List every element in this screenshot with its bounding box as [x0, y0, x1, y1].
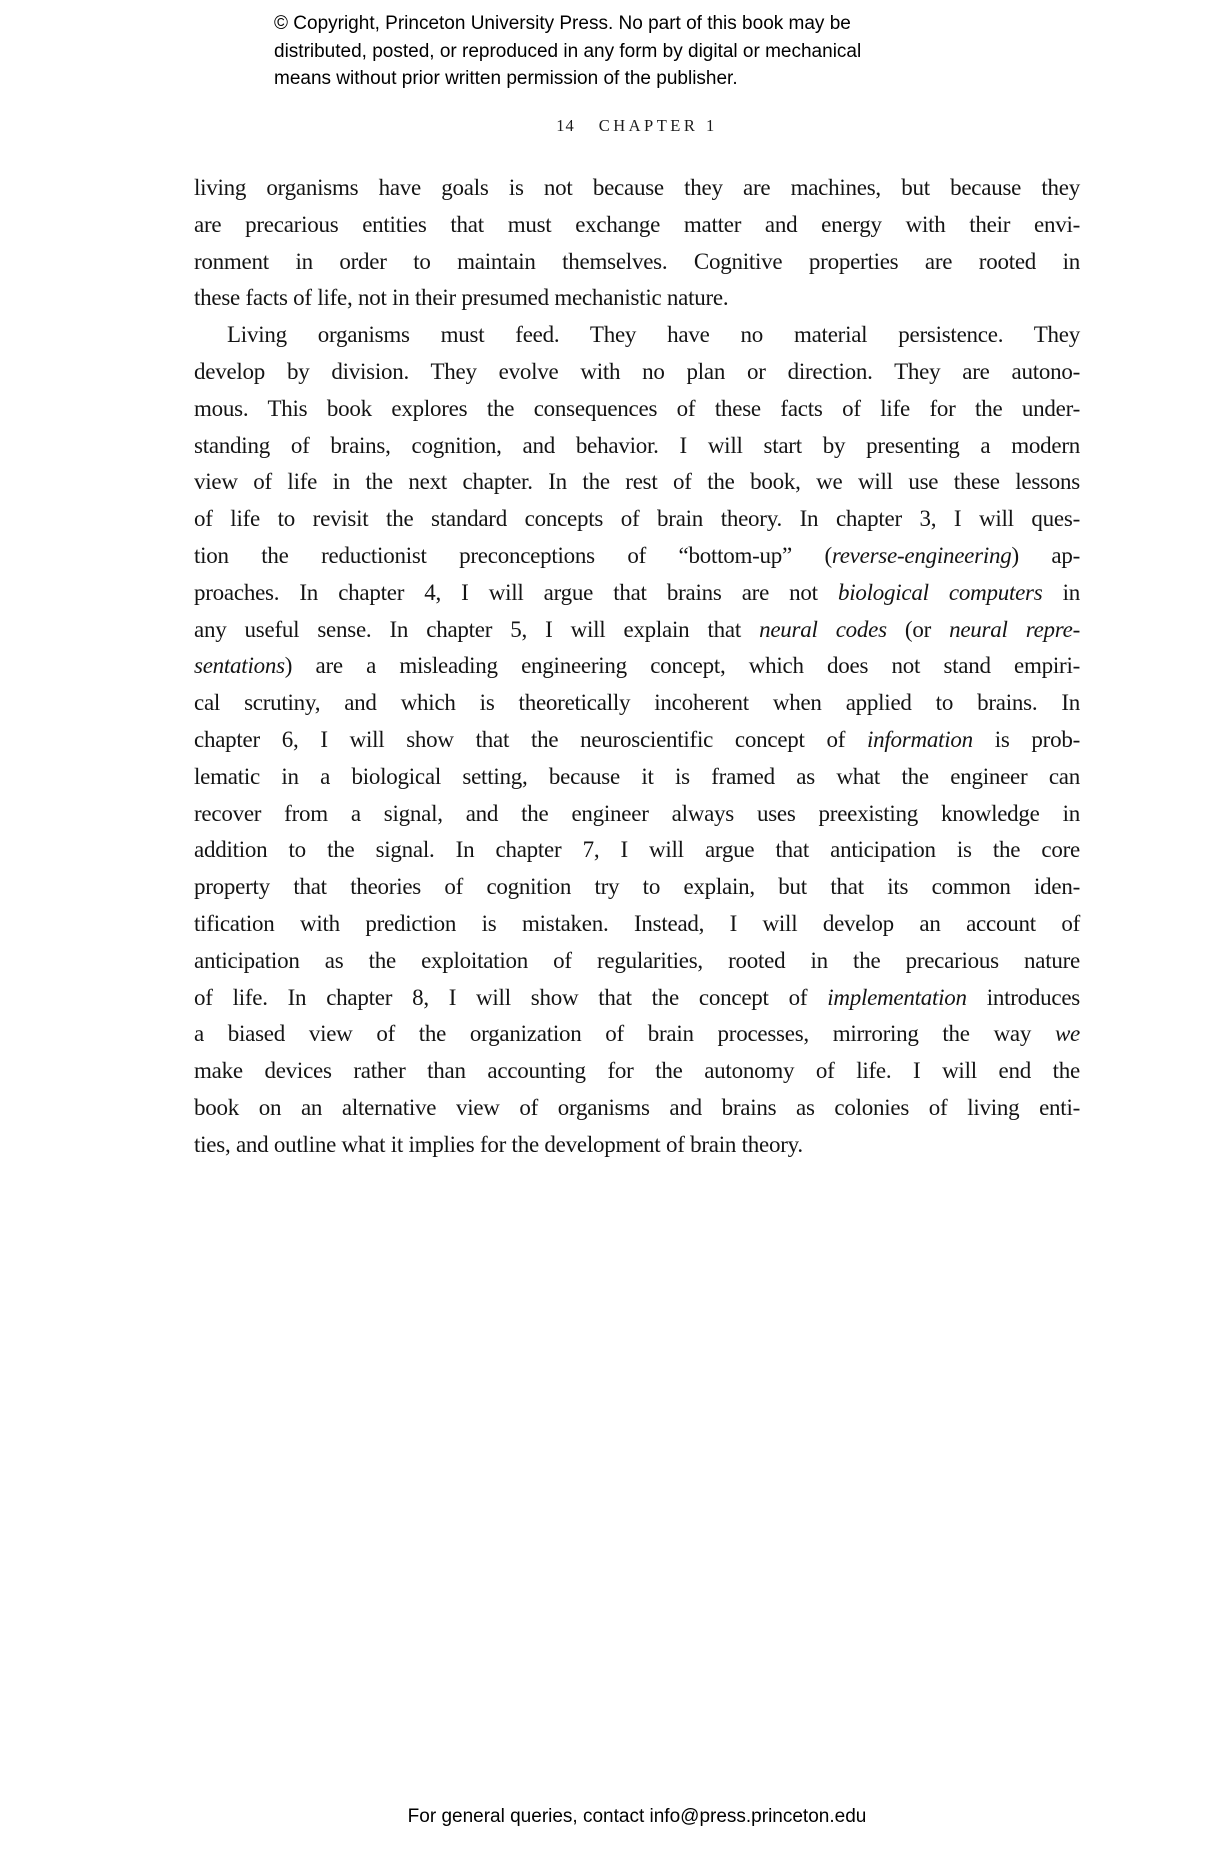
- copyright-line: © Copyright, Princeton University Press. No part of this book may be: [274, 13, 851, 34]
- page-body-text: [194, 170, 1080, 1164]
- text-line: recover from a signal, and the engineer always uses preexisting knowledge in: [194, 800, 1080, 826]
- text-line: chapter 6, I will show that the neuroscientific concept of information is prob-: [194, 726, 1080, 752]
- text-line: are precarious entities that must exchange matter and energy with their envi-: [194, 211, 1080, 237]
- text-line: any useful sense. In chapter 5, I will explain that neural codes (or neural repre-: [194, 616, 1081, 642]
- text-line: make devices rather than accounting for the autonomy of life. I will end the: [194, 1058, 1080, 1084]
- text-line: sentations) are a misleading engineering concept, which does not stand empiri-: [194, 653, 1080, 679]
- text-line: ties, and outline what it implies for the development of brain theory.: [194, 1131, 803, 1157]
- text-line: tification with prediction is mistaken. Instead, I will develop an account of: [194, 910, 1080, 936]
- text-line: these facts of life, not in their presumed mechanistic nature.: [194, 285, 729, 311]
- copyright-notice: [274, 10, 861, 93]
- text-line: anticipation as the exploitation of regularities, rooted in the precarious nature: [194, 947, 1080, 973]
- text-line: book on an alternative view of organisms and brains as colonies of living enti-: [194, 1094, 1080, 1120]
- copyright-line: distributed, posted, or reproduced in any form by digital or mechanical: [274, 40, 862, 62]
- text-line: living organisms have goals is not because they are machines, but because they: [194, 175, 1080, 200]
- chapter-label: CHAPTER 1: [598, 116, 718, 135]
- running-head: [194, 116, 1080, 136]
- text-line: cal scrutiny, and which is theoretically incoherent when applied to brains. In: [194, 690, 1080, 716]
- page-number: 14: [556, 116, 575, 135]
- text-line: standing of brains, cognition, and behavior. I will start by presenting a modern: [194, 432, 1080, 458]
- text-line: lematic in a biological setting, because it is framed as what the engineer can: [194, 763, 1080, 789]
- copyright-line: means without prior written permission of the publisher.: [274, 68, 738, 89]
- text-line: view of life in the next chapter. In the rest of the book, we will use these lessons: [194, 469, 1080, 495]
- text-line: a biased view of the organization of brain processes, mirroring the way we: [194, 1021, 1080, 1047]
- text-line: of life. In chapter 8, I will show that the concept of implementation introduces: [194, 984, 1081, 1010]
- text-line: addition to the signal. In chapter 7, I will argue that anticipation is the core: [194, 837, 1080, 863]
- text-line: proaches. In chapter 4, I will argue that brains are not biological computers in: [194, 579, 1081, 605]
- text-line: mous. This book explores the consequences of these facts of life for the under-: [194, 395, 1080, 421]
- text-line: develop by division. They evolve with no plan or direction. They are autono-: [194, 358, 1080, 384]
- footer-contact: For general queries, contact info@press.princeton.edu: [407, 1806, 867, 1827]
- text-line: Living organisms must feed. They have no material persistence. They: [227, 322, 1080, 348]
- text-line: of life to revisit the standard concepts of brain theory. In chapter 3, I will ques-: [194, 506, 1080, 532]
- text-line: property that theories of cognition try to explain, but that its common iden-: [194, 874, 1080, 900]
- text-line: tion the reductionist preconceptions of “bottom-up” (reverse-engineering) ap-: [194, 542, 1080, 568]
- paragraph: [194, 317, 1080, 1163]
- text-line: ronment in order to maintain themselves. Cognitive properties are rooted in: [194, 248, 1080, 274]
- paragraph: [194, 170, 1080, 317]
